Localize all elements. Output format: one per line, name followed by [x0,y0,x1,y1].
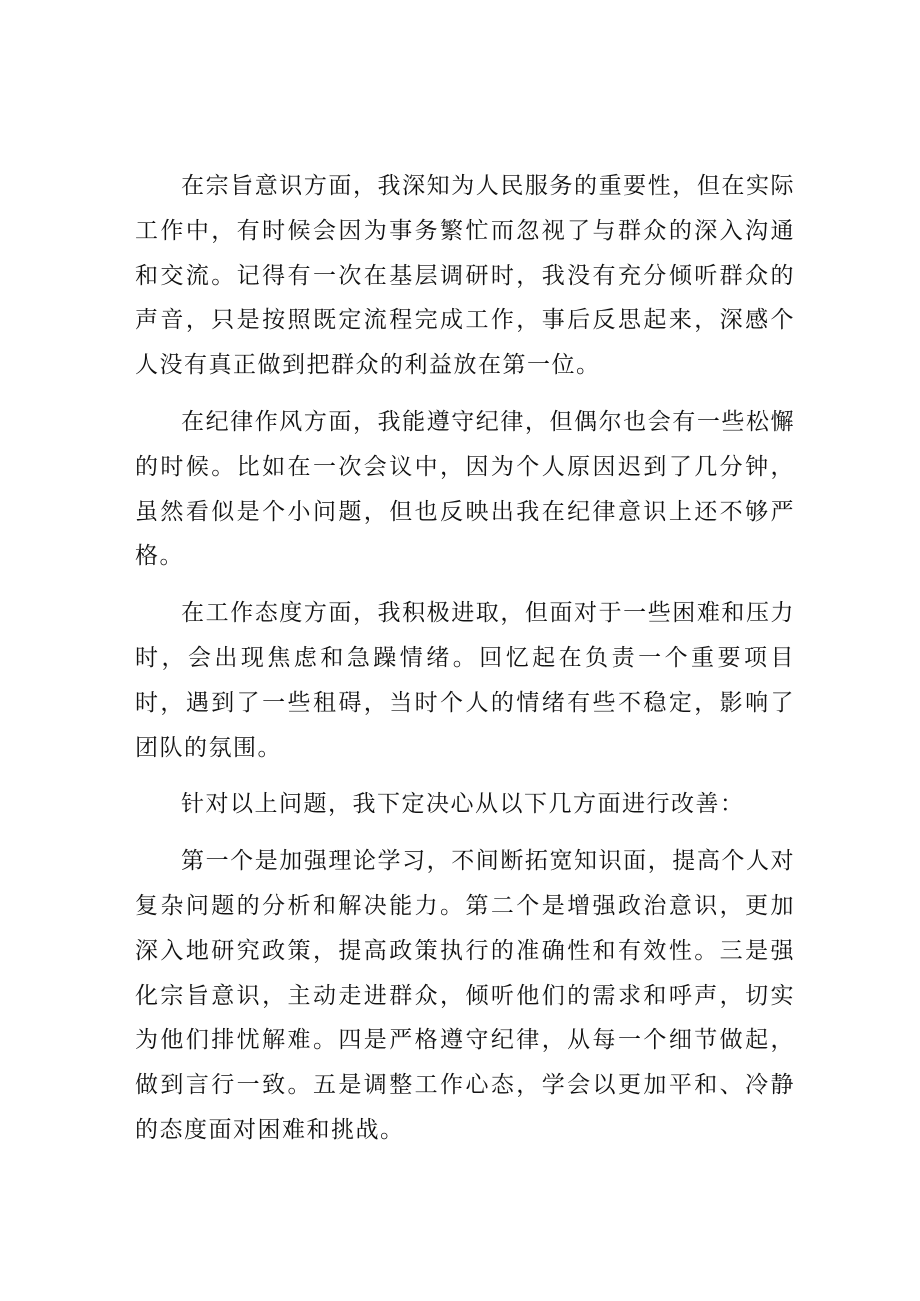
paragraph-discipline: 在纪律作风方面，我能遵守纪律，但偶尔也会有一些松懈的时候。比如在一次会议中，因为个人原因迟到了几分钟，虽然看似是个小问题，但也反映出我在纪律意识上还不够严格。 [135,408,795,570]
document-body [135,164,795,1165]
paragraph-improvement-measures: 第一个是加强理论学习，不间断拓宽知识面，提高个人对复杂问题的分析和解决能力。第二个是增强政治意识，更加深入地研究政策，提高政策执行的准确性和有效性。三是强化宗旨意识，主动走进群众，倾听他们的需求和呼声，切实为他们排忧解难。四是严格遵守纪律，从每一个细节做起，做到言行一致。五是调整工作心态，学会以更加平和、冷静的态度面对困难和挑战。 [135,848,795,1143]
paragraph-improvement-intro: 针对以上问题，我下定决心从以下几方面进行改善： [181,791,745,818]
paragraph-work-attitude: 在工作态度方面，我积极进取，但面对于一些困难和压力时，会出现焦虑和急躁情绪。回忆起在负责一个重要项目时，遇到了一些租碍，当时个人的情绪有些不稳定，影响了团队的氛围。 [135,600,795,761]
paragraph-purpose-awareness: 在宗旨意识方面，我深知为人民服务的重要性，但在实际工作中，有时候会因为事务繁忙而忽视了与群众的深入沟通和交流。记得有一次在基层调研时，我没有充分倾听群众的声音，只是按照既定流程完成工作，事后反思起来，深感个人没有真正做到把群众的利益放在第一位。 [135,173,795,379]
